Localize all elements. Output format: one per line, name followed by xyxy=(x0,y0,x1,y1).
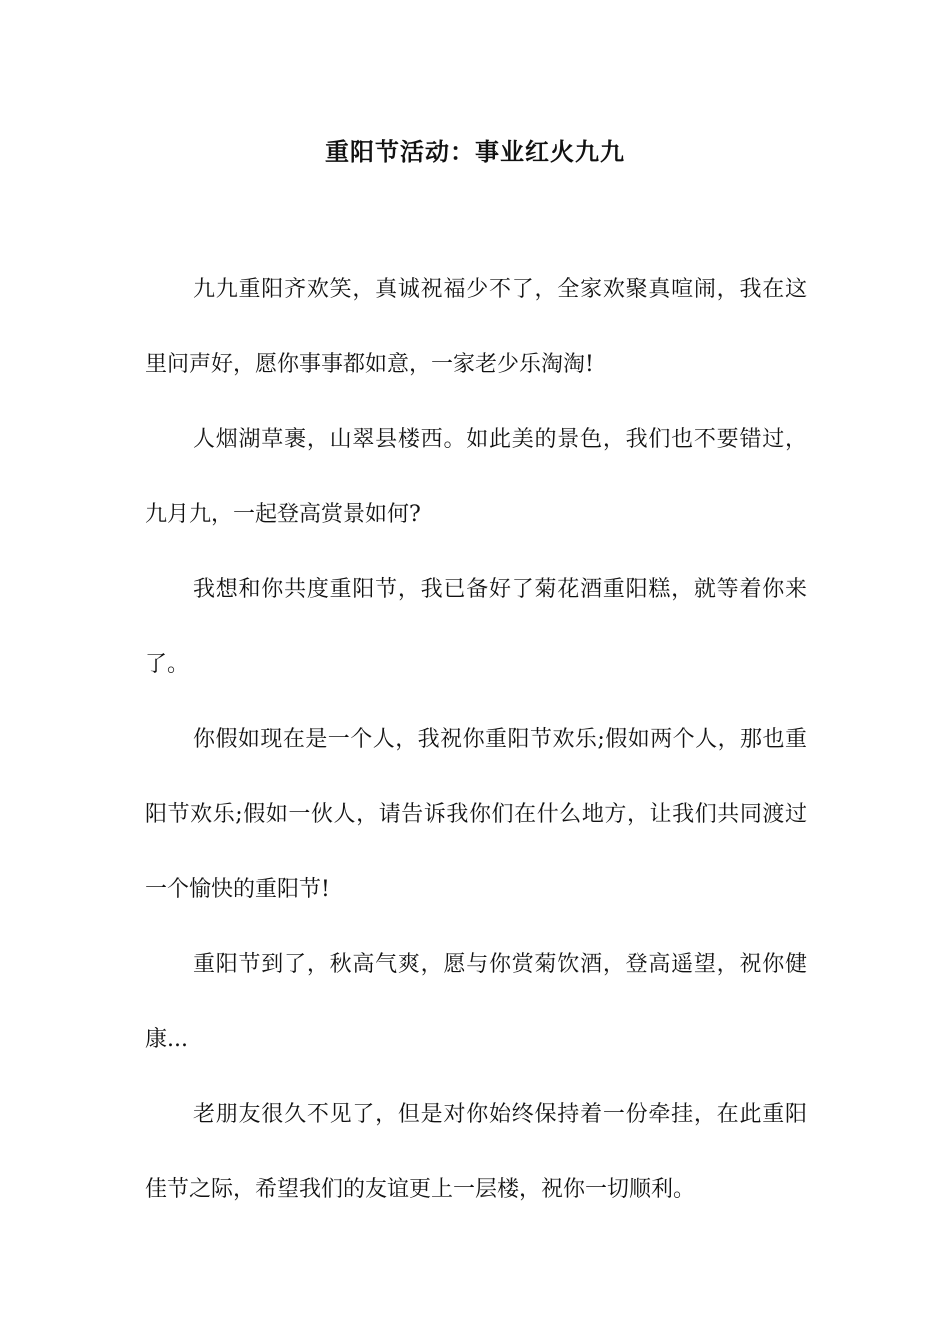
paragraph: 人烟湖草裹，山翠县楼西。如此美的景色，我们也不要错过，九月九，一起登高赏景如何? xyxy=(145,427,807,527)
document-title: 重阳节活动：事业红火九九 xyxy=(325,137,625,166)
paragraph: 九九重阳齐欢笑，真诚祝福少不了，全家欢聚真喧闹，我在这里问声好，愿你事事都如意，一家老少乐淘淘! xyxy=(145,277,807,377)
paragraph: 重阳节到了，秋高气爽，愿与你赏菊饮酒，登高遥望，祝你健康... xyxy=(145,952,807,1052)
paragraph: 我想和你共度重阳节，我已备好了菊花酒重阳糕，就等着你来了。 xyxy=(145,577,807,677)
paragraph: 你假如现在是一个人，我祝你重阳节欢乐;假如两个人，那也重阳节欢乐;假如一伙人，请告诉我你们在什么地方，让我们共同渡过一个愉快的重阳节! xyxy=(145,727,807,902)
document-body xyxy=(145,252,807,1227)
paragraph: 老朋友很久不见了，但是对你始终保持着一份牵挂，在此重阳佳节之际，希望我们的友谊更上一层楼，祝你一切顺利。 xyxy=(145,1102,807,1202)
